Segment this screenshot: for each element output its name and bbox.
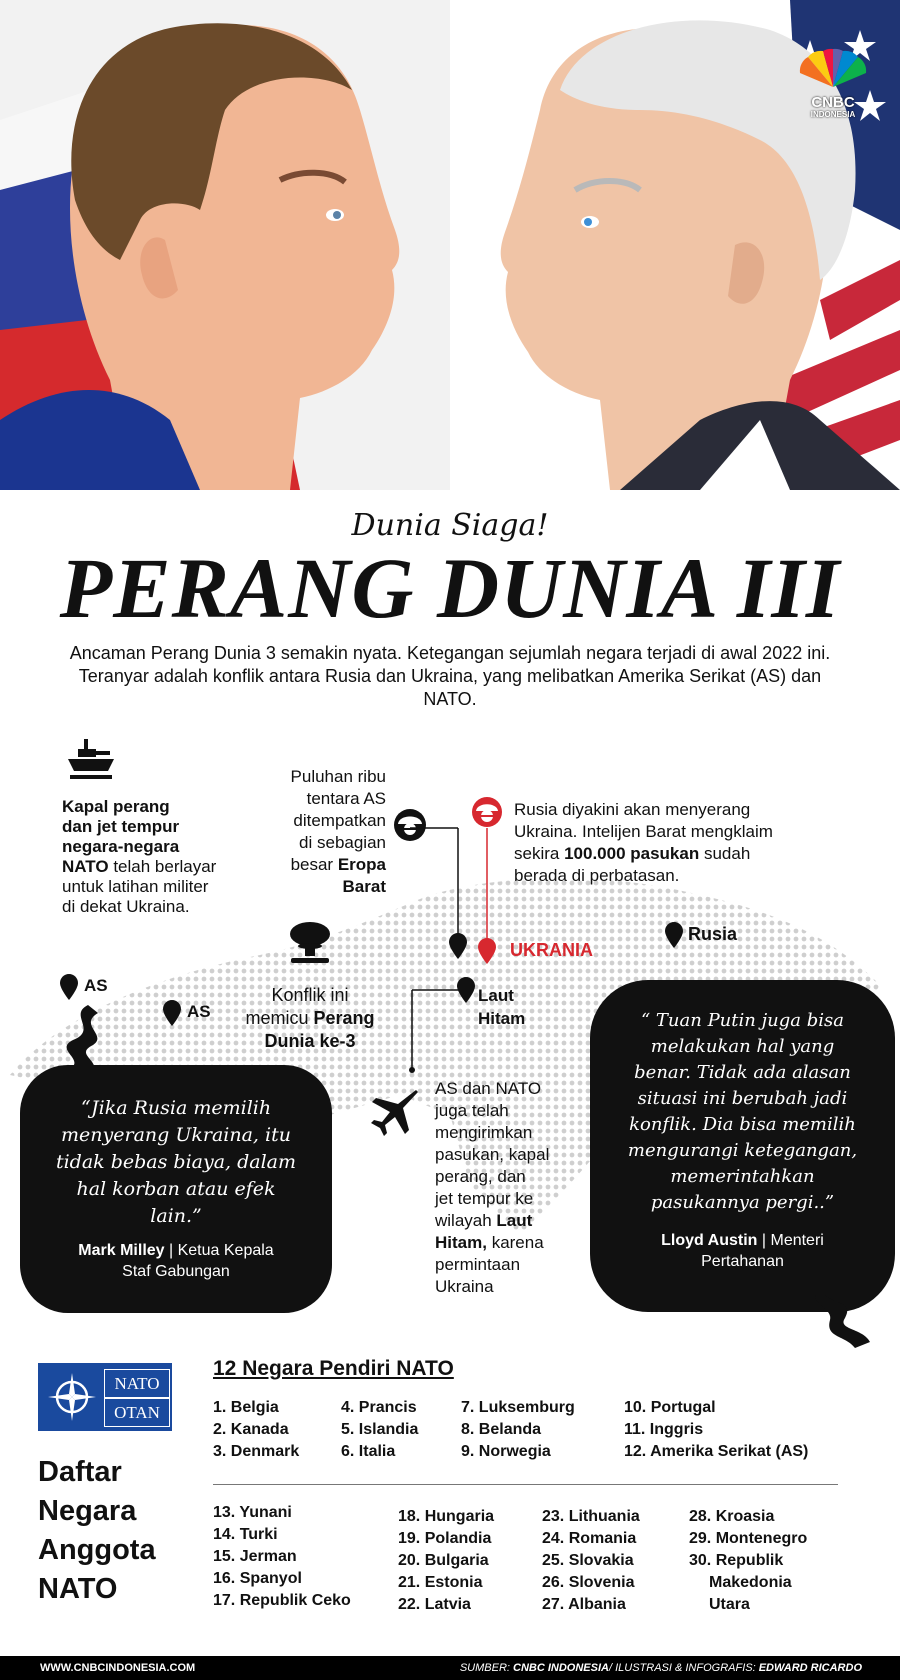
nato-side-title	[38, 1453, 156, 1609]
list-item: 5. Islandia	[341, 1421, 419, 1438]
list-item: 11. Inggris	[624, 1421, 704, 1438]
list-item: Utara	[709, 1596, 750, 1613]
nato-side-title-line: Negara	[38, 1495, 137, 1527]
map-label-rusia: Rusia	[688, 924, 738, 944]
quote-left-line: tidak bebas biaya, dalam	[55, 1151, 297, 1173]
note-asnato-line: pasukan, kapal	[435, 1145, 550, 1164]
quote-bubble-left	[20, 1065, 332, 1313]
list-item: 9. Norwegia	[461, 1443, 551, 1460]
quote-right-role: Menteri	[770, 1232, 824, 1249]
nato-compass-icon	[38, 1363, 102, 1431]
footer-website: WWW.CNBCINDONESIA.COM	[40, 1662, 196, 1674]
list-item: 22. Latvia	[398, 1596, 471, 1613]
list-item: Makedonia	[709, 1574, 792, 1591]
members-col-1	[213, 1502, 351, 1612]
note-as-nato	[435, 1078, 595, 1298]
quote-right-line: konflik. Dia bisa memilih	[629, 1114, 856, 1135]
list-item: 1. Belgia	[213, 1399, 279, 1416]
note-asnato-line: Ukraina	[435, 1277, 494, 1296]
note-kapal-line: negara-negara	[62, 837, 180, 856]
divider	[213, 1484, 838, 1485]
members-col-2	[398, 1506, 494, 1616]
quote-right-line: situasi ini berubah jadi	[637, 1088, 848, 1109]
map-label-laut-hitam	[478, 984, 525, 1030]
footer-bar	[0, 1656, 900, 1680]
list-item: 13. Yunani	[213, 1504, 292, 1521]
footer-ill-value: EDWARD RICARDO	[758, 1662, 862, 1674]
nato-side-title-line: Daftar	[38, 1456, 122, 1488]
members-col-3	[542, 1506, 640, 1616]
founders-col-2	[341, 1397, 418, 1463]
note-konflik-perang: Perang	[313, 1008, 375, 1028]
list-item: 12. Amerika Serikat (AS)	[624, 1443, 809, 1460]
list-item: 17. Republik Ceko	[213, 1592, 351, 1609]
note-asnato-line: AS dan NATO	[435, 1079, 542, 1098]
quote-left-text	[20, 1065, 332, 1230]
note-tentara-line: tentara AS	[306, 789, 386, 808]
list-item: 2. Kanada	[213, 1421, 289, 1438]
quote-right-line: memerintahkan	[670, 1166, 815, 1187]
nato-otan-box	[104, 1369, 170, 1427]
note-rusia-line: Ukraina. Intelijen Barat mengklaim	[514, 822, 773, 841]
quote-left-cite	[20, 1240, 332, 1282]
right-bubble-tail	[815, 1290, 875, 1350]
pin-as-2-icon	[163, 1000, 181, 1026]
quote-left-line: hal korban atau efek	[76, 1178, 276, 1200]
note-rusia-line: berada di perbatasan.	[514, 866, 680, 885]
note-kapal-line: dan jet tempur	[62, 817, 180, 836]
note-tentara-line: di sebagian	[299, 833, 386, 852]
cnbc-logo-sub: INDONESIA	[810, 110, 856, 119]
list-item: 3. Denmark	[213, 1443, 300, 1460]
note-asnato-line: juga telah	[435, 1101, 509, 1120]
quote-left-line: menyerang Ukraina, itu	[61, 1124, 291, 1146]
note-tentara-barat: Barat	[342, 877, 386, 896]
quote-right-sep: |	[757, 1232, 771, 1249]
note-rusia-line: sudah	[699, 844, 751, 863]
note-konflik-line: memicu	[245, 1008, 314, 1028]
quote-left-role: Ketua Kepala	[177, 1242, 274, 1259]
pin-eropa-icon	[449, 933, 467, 959]
nato-side-title-line: Anggota	[38, 1534, 156, 1566]
map-label-laut: Laut	[478, 986, 514, 1005]
cnbc-logo-text: CNBC	[811, 94, 855, 111]
pin-rusia-icon	[665, 922, 683, 948]
list-item: 6. Italia	[341, 1443, 396, 1460]
list-item: 15. Jerman	[213, 1548, 297, 1565]
list-item: 23. Lithuania	[542, 1508, 640, 1525]
note-kapal-nato: NATO	[62, 857, 109, 876]
map-label-hitam: Hitam	[478, 1009, 526, 1028]
note-asnato-line: jet tempur ke	[435, 1189, 534, 1208]
quote-right-line: melakukan hal yang	[650, 1036, 835, 1057]
list-item: 28. Kroasia	[689, 1508, 775, 1525]
list-item: 27. Albania	[542, 1596, 626, 1613]
note-asnato-hitam: Hitam,	[435, 1233, 487, 1252]
otan-flag-text: OTAN	[105, 1399, 169, 1426]
nato-flag	[38, 1363, 172, 1431]
note-kapal-line: untuk latihan militer	[62, 877, 209, 896]
quote-right-text	[590, 980, 895, 1216]
note-tentara-line: besar	[290, 855, 338, 874]
note-asnato-line: permintaan	[435, 1255, 521, 1274]
founders-col-1	[213, 1397, 299, 1463]
list-item: 10. Portugal	[624, 1399, 716, 1416]
note-asnato-laut: Laut	[496, 1211, 533, 1230]
note-tentara-line: ditempatkan	[293, 811, 386, 830]
note-konflik-dunia: Dunia ke-3	[264, 1031, 356, 1051]
quote-left-sep: |	[164, 1242, 178, 1259]
map-label-as-1: AS	[84, 976, 108, 995]
quote-right-line: mengurangi ketegangan,	[627, 1140, 858, 1161]
footer-source-value: CNBC INDONESIA	[513, 1662, 609, 1674]
list-item: 24. Romania	[542, 1530, 637, 1547]
list-item: 14. Turki	[213, 1526, 278, 1543]
note-konflik-line: Konflik ini	[271, 985, 349, 1005]
note-kapal-line: Kapal perang	[62, 797, 170, 816]
founders-title: 12 Negara Pendiri NATO	[213, 1357, 454, 1380]
list-item: 30. Republik	[689, 1552, 784, 1569]
intro-text: Ancaman Perang Dunia 3 semakin nyata. Ketegangan sejumlah negara terjadi di awal 2022 ini. Teranyar adalah konflik antara Rusia dan Ukraina, yang melibatkan Amerika Serikat (AS) dan NATO.	[69, 643, 831, 709]
footer-source-label: SUMBER:	[459, 1662, 514, 1674]
quote-bubble-right	[590, 980, 895, 1312]
note-tentara-as	[246, 766, 386, 898]
list-item: 16. Spanyol	[213, 1570, 302, 1587]
list-item: 25. Slovakia	[542, 1552, 634, 1569]
page-title: PERANG DUNIA III	[59, 540, 841, 636]
list-item: 21. Estonia	[398, 1574, 483, 1591]
footer-credits	[460, 1662, 862, 1674]
quote-left-line: lain.”	[150, 1205, 202, 1227]
quote-right-line: pasukannya pergi..”	[650, 1192, 835, 1213]
list-item: 29. Montenegro	[689, 1530, 808, 1547]
pin-laut-hitam-icon	[457, 977, 475, 1003]
quote-left-role: Staf Gabungan	[122, 1263, 230, 1280]
note-tentara-line: Puluhan ribu	[290, 767, 386, 786]
note-tentara-eropa: Eropa	[337, 855, 386, 874]
list-item: 7. Luksemburg	[461, 1399, 575, 1416]
note-asnato-line: karena	[486, 1233, 544, 1252]
list-item: 20. Bulgaria	[398, 1552, 489, 1569]
footer-ill-label: / ILUSTRASI & INFOGRAFIS:	[608, 1662, 759, 1674]
list-item: 18. Hungaria	[398, 1508, 495, 1525]
quote-right-line: benar. Tidak ada alasan	[634, 1062, 851, 1083]
note-rusia-line: sekira	[514, 844, 565, 863]
list-item: 4. Prancis	[341, 1399, 417, 1416]
note-konflik	[220, 984, 400, 1053]
founders-col-3	[461, 1397, 575, 1463]
list-item: 26. Slovenia	[542, 1574, 635, 1591]
quote-left-line: “Jika Rusia memilih	[80, 1097, 272, 1119]
quote-left-name: Mark Milley	[78, 1242, 165, 1259]
note-asnato-line: perang, dan	[435, 1167, 526, 1186]
list-item: 8. Belanda	[461, 1421, 542, 1438]
members-col-4	[689, 1506, 807, 1616]
list-item: 19. Polandia	[398, 1530, 492, 1547]
nato-flag-text: NATO	[105, 1370, 169, 1397]
nato-side-title-line: NATO	[38, 1573, 118, 1605]
note-asnato-line: wilayah	[435, 1211, 497, 1230]
note-rusia	[514, 799, 844, 887]
kicker: Dunia Siaga!	[351, 508, 549, 543]
note-rusia-line: Rusia diyakini akan menyerang	[514, 800, 751, 819]
pin-as-1-icon	[60, 974, 78, 1000]
note-rusia-pasukan: 100.000 pasukan	[564, 844, 700, 863]
founders-col-4	[624, 1397, 808, 1463]
quote-right-name: Lloyd Austin	[661, 1232, 758, 1249]
quote-right-role: Pertahanan	[701, 1253, 784, 1270]
map-label-as-2: AS	[187, 1002, 211, 1021]
note-kapal-perang	[62, 797, 262, 917]
quote-right-line: “ Tuan Putin juga bisa	[641, 1010, 844, 1031]
note-kapal-line: telah berlayar	[108, 857, 217, 876]
note-kapal-line: di dekat Ukraina.	[62, 897, 190, 916]
map-label-ukrania: UKRANIA	[510, 940, 593, 960]
note-asnato-line: mengirimkan	[435, 1123, 533, 1142]
pin-ukrania-icon	[478, 938, 496, 964]
quote-right-cite	[590, 1230, 895, 1272]
